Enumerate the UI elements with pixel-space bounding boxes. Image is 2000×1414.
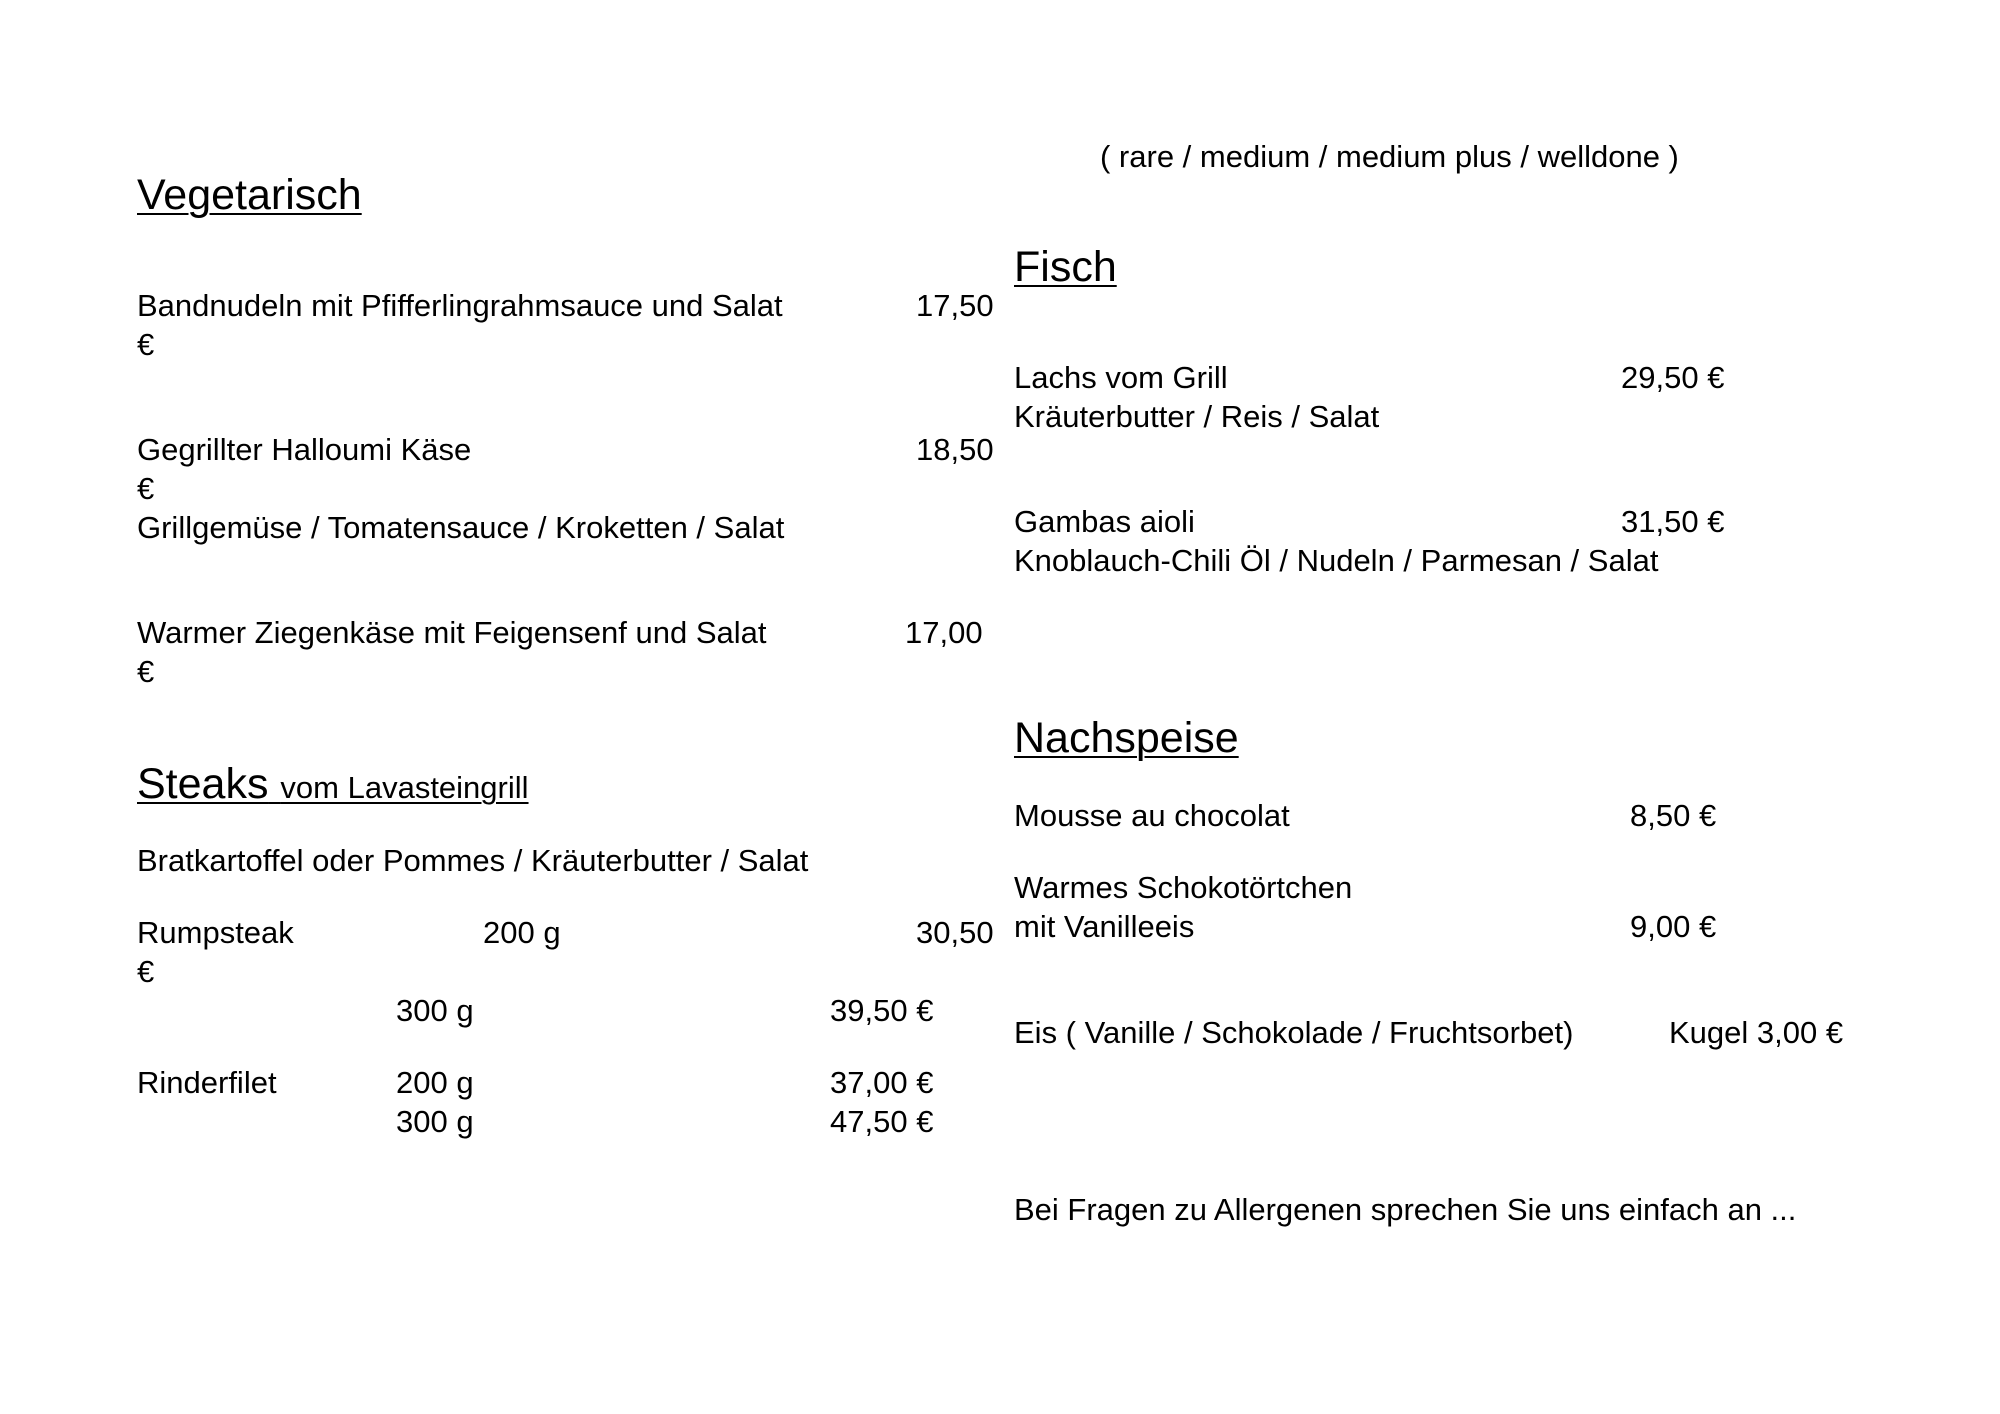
section-heading-vegetarisch: Vegetarisch: [137, 171, 362, 219]
steaks-heading-main: Steaks: [137, 760, 269, 808]
steak-weight: 300 g: [396, 993, 474, 1028]
menu-item-currency: €: [137, 654, 155, 689]
menu-item-price: 17,00: [905, 615, 983, 650]
menu-item-price: 17,50: [916, 288, 994, 323]
steak-name-rumpsteak: Rumpsteak: [137, 915, 294, 950]
menu-item-currency: €: [137, 471, 155, 506]
dessert-price: 9,00 €: [1630, 909, 1717, 944]
menu-item-name: Gegrillter Halloumi Käse: [137, 432, 472, 467]
menu-item-name: Warmer Ziegenkäse mit Feigensenf und Salat: [137, 615, 767, 650]
menu-item-price: 31,50 €: [1621, 504, 1725, 539]
menu-item-currency: €: [137, 327, 155, 362]
section-heading-fisch: Fisch: [1014, 243, 1117, 291]
steak-weight: 200 g: [483, 915, 561, 950]
steak-name-rinderfilet: Rinderfilet: [137, 1065, 277, 1100]
steak-weight: 300 g: [396, 1104, 474, 1139]
dessert-price-eis: Kugel 3,00 €: [1669, 1015, 1844, 1050]
steak-doneness-options: ( rare / medium / medium plus / welldone ): [1100, 139, 1679, 174]
menu-item-description: Knoblauch-Chili Öl / Nudeln / Parmesan / Salat: [1014, 543, 1659, 578]
steaks-sides: Bratkartoffel oder Pommes / Kräuterbutter / Salat: [137, 843, 809, 878]
menu-item-description: Grillgemüse / Tomatensauce / Kroketten / Salat: [137, 510, 785, 545]
dessert-price: 8,50 €: [1630, 798, 1717, 833]
steaks-heading-suffix: vom Lavasteingrill: [280, 770, 529, 805]
menu-item-name: Bandnudeln mit Pfifferlingrahmsauce und Salat: [137, 288, 783, 323]
steak-price: 37,00 €: [830, 1065, 934, 1100]
dessert-name-line2: mit Vanilleeis: [1014, 909, 1195, 944]
menu-item-name: Gambas aioli: [1014, 504, 1195, 539]
menu-item-price: 29,50 €: [1621, 360, 1725, 395]
steak-weight: 200 g: [396, 1065, 474, 1100]
dessert-name-eis: Eis ( Vanille / Schokolade / Fruchtsorbet): [1014, 1015, 1574, 1050]
steak-price: 39,50 €: [830, 993, 934, 1028]
dessert-name: Warmes Schokotörtchen: [1014, 870, 1353, 905]
menu-item-price: 18,50: [916, 432, 994, 467]
menu-item-name: Lachs vom Grill: [1014, 360, 1228, 395]
section-heading-steaks: [137, 759, 529, 813]
menu-item-description: Kräuterbutter / Reis / Salat: [1014, 399, 1380, 434]
dessert-name: Mousse au chocolat: [1014, 798, 1290, 833]
steak-price-currency: €: [137, 954, 155, 989]
steak-price: 30,50: [916, 915, 994, 950]
section-heading-nachspeise: Nachspeise: [1014, 714, 1239, 762]
steak-price: 47,50 €: [830, 1104, 934, 1139]
allergen-note: Bei Fragen zu Allergenen sprechen Sie uns einfach an ...: [1014, 1192, 1797, 1227]
